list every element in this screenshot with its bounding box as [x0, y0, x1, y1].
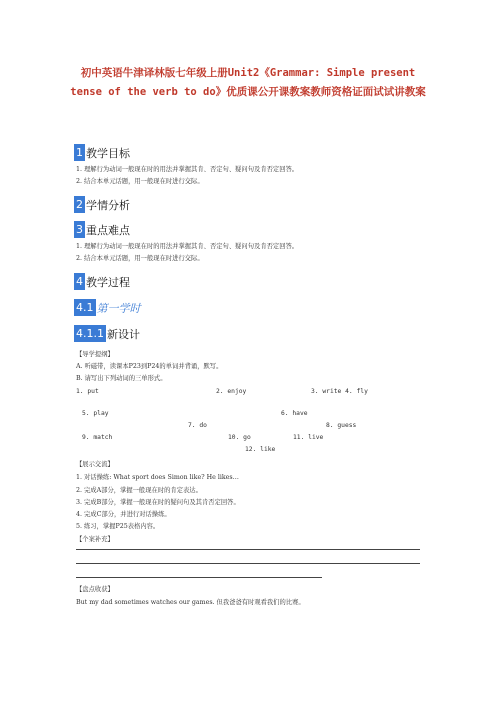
verb-item: 9. match: [82, 434, 113, 441]
goal-line-1: 1. 理解行为动词一般现在时的用法并掌握其肯、否定句、疑问句及肯否定回答。: [76, 166, 299, 173]
verb-item: 1. put: [76, 388, 99, 395]
show-item-2: 2. 完成A部分，掌握一般现在时的肯定表达。: [76, 487, 202, 494]
section-heading-2: [74, 196, 130, 213]
verb-item: 3. write 4. fly: [311, 388, 368, 395]
section-number: 4: [76, 275, 83, 288]
goal-line-2: 2. 结合本单元话题，用一般现在时进行交际。: [76, 178, 204, 185]
section-label: 重点难点: [86, 223, 130, 237]
show-item-3: 3. 完成B部分，掌握一般现在时的疑问句及其肯否定回答。: [76, 499, 240, 506]
section-heading-4-1: [74, 299, 141, 316]
show-item-1: 1. 对话操练: What sport does Simon like? He likes…: [76, 474, 239, 481]
harvest-header: 【盘点收获】: [76, 586, 114, 593]
guide-item-b: B. 请写出下列动词的三单形式。: [76, 375, 167, 382]
section-number: 4.1: [76, 301, 94, 314]
verb-item: 2. enjoy: [216, 388, 247, 395]
section-label: 新设计: [107, 327, 140, 341]
section-label: 教学过程: [86, 275, 130, 289]
verb-item: 8. guess: [326, 422, 357, 429]
verb-item: 5. play: [82, 410, 109, 417]
verb-item: 12. like: [245, 446, 276, 453]
guide-header: 【导学提纲】: [76, 351, 114, 358]
show-item-5: 5. 练习，掌握P25表格内容。: [76, 523, 160, 530]
section-heading-3: [74, 221, 130, 238]
verb-item: 7. do: [188, 422, 207, 429]
answer-line: [76, 563, 420, 564]
section-number: 3: [76, 223, 83, 236]
section-heading-4-1-1: [74, 325, 140, 342]
answer-line: [76, 549, 420, 550]
show-header: 【展示交流】: [76, 461, 114, 468]
section-label: 学情分析: [86, 198, 130, 212]
section-label: 第一学时: [96, 301, 141, 315]
section-heading-4: [74, 273, 130, 290]
verb-item: 11. live: [293, 434, 324, 441]
key-point-line-2: 2. 结合本单元话题，用一般现在时进行交际。: [76, 255, 204, 262]
show-item-4: 4. 完成C部分，并进行对话操练。: [76, 511, 171, 518]
answer-line: [76, 577, 322, 578]
verb-item: 10. go: [228, 434, 251, 441]
section-number: 2: [76, 198, 83, 211]
harvest-text: But my dad sometimes watches our games. 但我爸爸有时观看我们的比赛。: [76, 599, 305, 606]
key-point-line-1: 1. 理解行为动词一般现在时的用法并掌握其肯、否定句、疑问句及肯否定回答。: [76, 243, 299, 250]
section-number: 1: [76, 146, 83, 159]
guide-item-a: A. 听磁带，读课本P23到P24的单词并背诵，默写。: [76, 363, 223, 370]
document-title: 初中英语牛津译林版七年级上册Unit2《Grammar: Simple present tense of the verb to do》优质课公开课教案教师资格证面试试讲教案: [70, 67, 426, 98]
verb-item: 6. have: [281, 410, 308, 417]
section-heading-1: [74, 144, 130, 161]
section-number: 4.1.1: [76, 327, 104, 340]
section-label: 教学目标: [86, 146, 130, 160]
personal-header: 【个案补充】: [76, 536, 114, 543]
